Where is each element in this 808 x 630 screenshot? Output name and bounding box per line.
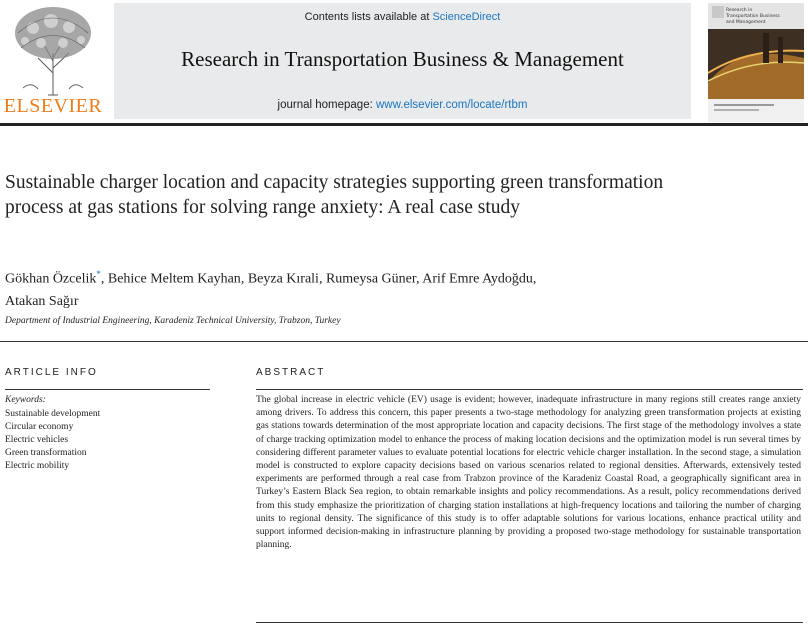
- journal-title[interactable]: Research in Transportation Business & Management: [181, 47, 624, 71]
- keyword-item: Green transformation: [5, 448, 87, 458]
- keywords-label: Keywords:: [5, 395, 46, 405]
- corresponding-author-mark[interactable]: *: [96, 269, 101, 279]
- elsevier-logo[interactable]: [3, 3, 103, 120]
- contents-line: [114, 11, 691, 23]
- author-list: Gökhan Özcelik*, Behice Meltem Kayhan, Beyza Kırali, Rumeysa Güner, Arif Emre Aydoğdu, Atakan Sağır: [5, 269, 537, 309]
- abstract-bottom-divider: [256, 622, 803, 623]
- author-name[interactable]: Atakan Sağır: [5, 293, 79, 309]
- article-info-divider: [5, 389, 210, 390]
- cover-line-2: Transportation Business: [726, 14, 780, 19]
- author-name[interactable]: Rumeysa Güner: [325, 271, 416, 287]
- author-name[interactable]: Beyza Kırali: [247, 271, 319, 287]
- cover-art: [708, 3, 804, 122]
- keyword-item: Electric vehicles: [5, 435, 69, 445]
- abstract-divider: [256, 389, 803, 390]
- author-name[interactable]: Behice Meltem Kayhan: [107, 271, 241, 287]
- author-name[interactable]: Arif Emre Aydoğdu: [422, 271, 533, 287]
- section-divider: [0, 341, 808, 342]
- homepage-line: [114, 99, 691, 111]
- affiliation: Department of Industrial Engineering, Karadeniz Technical University, Trabzon, Turkey: [5, 316, 341, 326]
- author-name[interactable]: Gökhan Özcelik: [5, 271, 97, 287]
- abstract-text: The global increase in electric vehicle (EV) usage is evident; however, inadequate infrastructure in many regions still creates range anxiety among drivers. To address this concern, this paper presents a two-stage methodology for analyzing green transformation projects at existing gas stations towards determination of the most appropriate location and capacity decisions. The first stage of the methodology involves a state of charge tracking optimization model to enhance the process of making location decisions and the optimization model is run several times by considering different parameter values to evaluate potential locations for electric vehicle charger installation. In the second stage, a simulation model is constructed to explore capacity decisions based on various scenarios related to regional densities. Afterwards, extensively tested experiments are performed through a real case from Trabzon province of the Karadeniz Coastal Road, a geographically significant area in Turkey’s Eastern Black Sea region, to obtain remarkable insights and policy recommendations. As a result, policy recommendations derived from this study emphasize the prioritization of charging station installations at high-frequency locations and tailoring the number of charging units to regional density. The significance of this study is to offer adaptable solutions for various locations, enhance practical utility and support informed decision-making in infrastructure planning by providing a proposed two-stage methodology for sustainable transportation planning.: [256, 395, 801, 551]
- keyword-item: Electric mobility: [5, 461, 70, 471]
- tree-emblem-icon: [3, 3, 103, 98]
- journal-header: [114, 3, 691, 119]
- sciencedirect-link[interactable]: ScienceDirect: [432, 11, 501, 23]
- keyword-item: Circular economy: [5, 422, 74, 432]
- cover-line-3: and Management: [726, 20, 766, 25]
- journal-cover-image[interactable]: [708, 3, 804, 122]
- abstract-heading: ABSTRACT: [256, 367, 326, 378]
- keyword-item: Sustainable development: [5, 409, 101, 419]
- article-title: Sustainable charger location and capacity strategies supporting green transformation process at gas stations for solving range anxiety: A real case study: [5, 172, 664, 218]
- journal-homepage-link[interactable]: www.elsevier.com/locate/rtbm: [376, 99, 528, 111]
- keywords-list: [5, 408, 100, 473]
- header-divider: [0, 123, 808, 126]
- cover-line-1: Research in: [726, 8, 753, 13]
- homepage-prefix: journal homepage:: [277, 99, 376, 111]
- contents-prefix: Contents lists available at: [304, 11, 433, 23]
- publisher-wordmark: ELSEVIER: [3, 95, 103, 117]
- article-info-heading: ARTICLE INFO: [5, 367, 98, 378]
